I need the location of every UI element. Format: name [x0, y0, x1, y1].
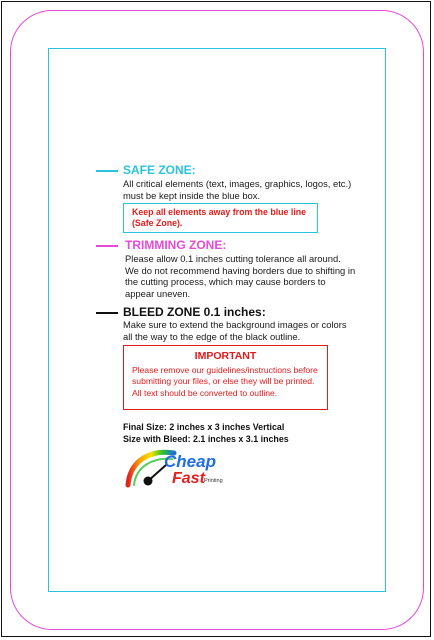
final-size: Final Size: 2 inches x 3 inches Vertical — [123, 422, 285, 432]
safe-zone-note: Keep all elements away from the blue line (Safe Zone). — [132, 207, 307, 228]
logo-word-cheap: Cheap — [164, 452, 216, 471]
safe-zone-title: SAFE ZONE: — [123, 163, 196, 177]
logo-word-fast: Fast — [172, 470, 205, 487]
safe-zone-legend-line — [96, 170, 118, 172]
safe-zone-note-box — [123, 203, 318, 233]
size-with-bleed: Size with Bleed: 2.1 inches x 3.1 inches — [123, 433, 289, 444]
logo-graphic — [122, 445, 232, 493]
logo-word-printing: Printing — [204, 478, 223, 484]
bleed-zone-legend-line — [96, 312, 118, 314]
size-info — [123, 422, 289, 445]
trimming-zone-title: TRIMMING ZONE: — [125, 238, 227, 252]
bleed-zone-text: Make sure to extend the background images or colors all the way to the edge of the black outline. — [123, 319, 347, 342]
trimming-zone-text: Please allow 0.1 inches cutting tolerance all around. We do not recommend having borders due to shifting in the cutting process, which may cause borders to appear uneven. — [125, 253, 356, 300]
safe-zone-text: All critical elements (text, images, graphics, logos, etc.) must be kept inside the blue box. — [123, 178, 352, 201]
bleed-zone-title: BLEED ZONE 0.1 inches: — [123, 305, 266, 319]
cheap-fast-printing-logo — [122, 445, 232, 493]
important-text: Please remove our guidelines/instructions before submitting your files, or else they will be printed. All text should be converted to outline. — [132, 365, 318, 398]
important-title: IMPORTANT — [194, 350, 257, 362]
important-box — [123, 345, 328, 410]
trimming-zone-legend-line — [96, 245, 118, 247]
